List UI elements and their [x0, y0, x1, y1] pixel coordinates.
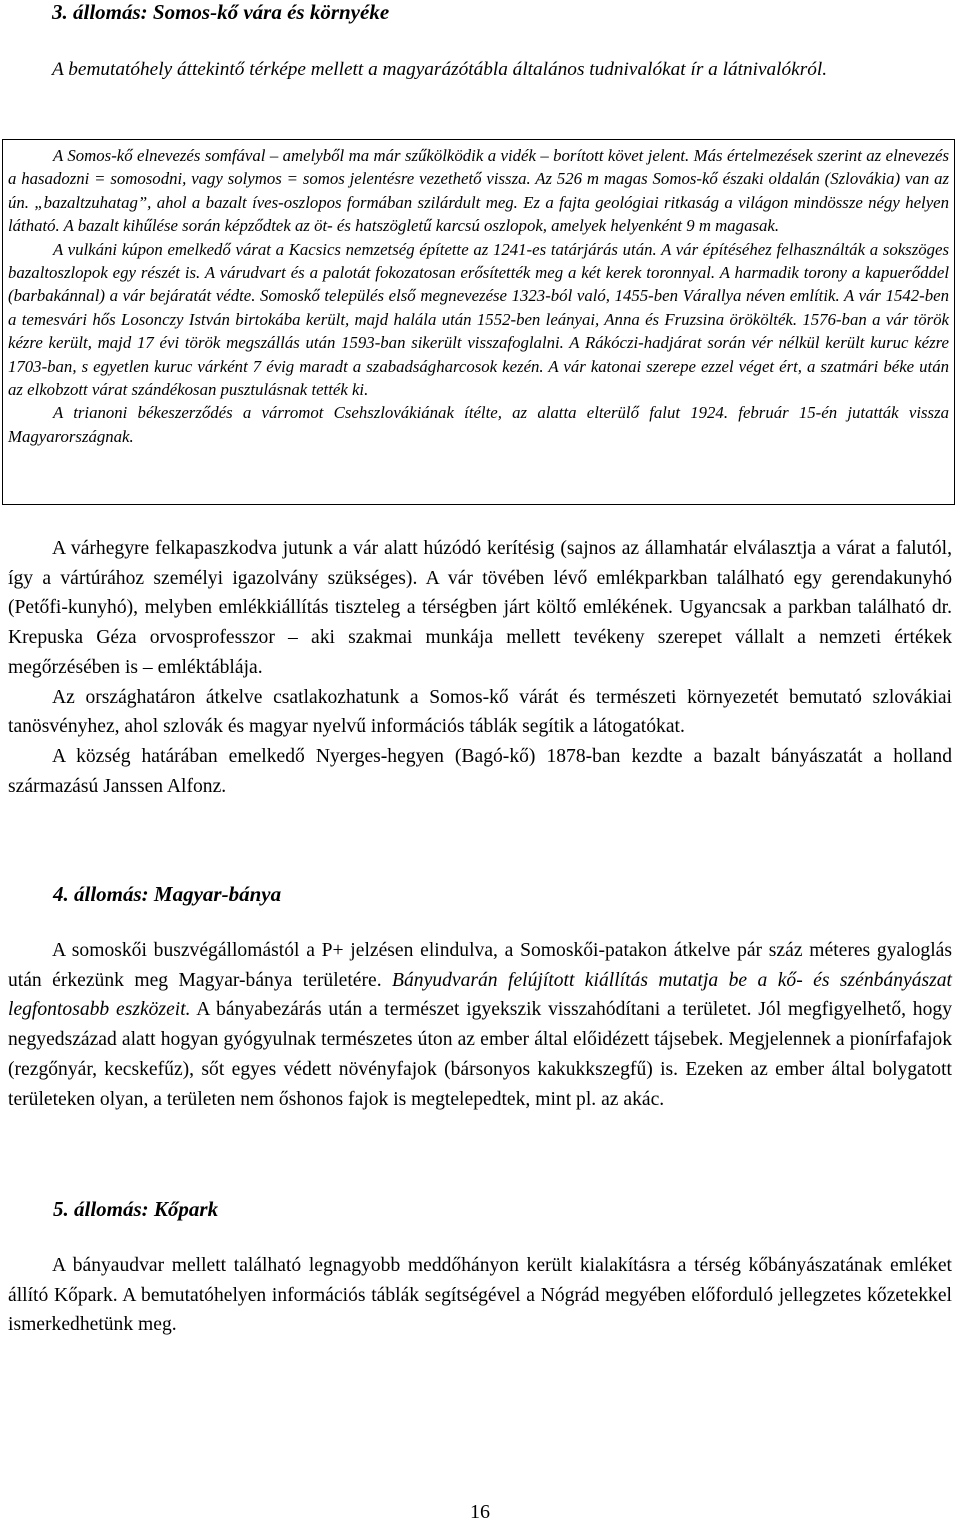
page-number: 16 [470, 1501, 490, 1523]
station-3-heading: 3. állomás: Somos-kő vára és környéke [52, 0, 390, 24]
station-5-heading: 5. állomás: Kőpark [53, 1197, 219, 1221]
station-4-text [8, 936, 952, 1114]
text-segment: A somoskői buszvégállomástól a P+ jelzésen elindulva, a Somoskői-patakon átkelve pár száz méteres gyaloglás után érkezünk meg Magyar-bánya területére. [8, 940, 952, 991]
body-paragraph: A bányaudvar mellett található legnagyobb meddőhányon került kialakításra a térség kőbányászatának emléket állító Kőpark. A bemutatóhelyen információs táblák segítségével a Nógrád megyében előforduló jellegzetes kőzetekkel ismerkedhetünk meg. [8, 1255, 952, 1336]
info-box-paragraph: A Somos-kő elnevezés somfával – amelyből ma már szűkölködik a vidék – borított követ jelent. Más értelmezések szerint az elnevezés a hasadozni = somosodni, vagy solymos = somos jelentésre vezethető vissza. Az 526 m magas Somos-kő északi oldalán (Szlovákia) van az ún. „bazaltzuhatag”, ahol a bazalt íves-oszlopos formában szilárdult meg. Ez a fajta geológiai ritkaság a világon mindössze négy helyen látható. A bazalt kihűlése során képződtek az öt- és hatszögletű karcsú oszlopok, amelyek helyenként 9 m magasak. [8, 146, 949, 236]
info-box [2, 139, 955, 505]
text-segment: A bányabezárás után a természet igyekszik visszahódítani a területet. Jól megfigyelhető, hogy negyedszázad alatt hogyan gyógyulnak természetes úton az ember által előidézett tájsebek. Megjelennek a pionírfafajok (rezgőnyár, kecskefűz), sőt egyes védett növényfajok (bársonyos kakukkszegfű) is. Ezeken az ember által bolygatott területeken olyan, a területen nem őshonos fajok is megtelepedtek, mint pl. az akác. [8, 999, 952, 1110]
body-paragraph [8, 936, 952, 1114]
info-box-paragraph: A trianoni békeszerződés a várromot Csehszlovákiának ítélte, az alatta elterülő falut 1924. február 15-én jutatták vissza Magyarországnak. [8, 403, 949, 446]
station-5-text [8, 1251, 952, 1340]
info-box-paragraph: A vulkáni kúpon emelkedő várat a Kacsics nemzetség építette az 1241-es tatárjárás után. A vár építéséhez felhasználták a sokszöges bazaltoszlopok egy részét is. A várudvart és a palotát fokozatosan erősítették meg a két kerek toronnyal. A harmadik torony a kapuerőddel (barbakánnal) a vár bejáratát védte. Somoskő település első megnevezése 1323-ból való, 1455-ben Várallya néven említik. A vár 1542-ben a temesvári hős Losonczy István birtokába került, majd halála után 1552-ben leányai, Anna és Fruzsina örökölték. 1576-ban a vár török kézre került, majd 17 évi török megszállás után 1593-ban sikerült visszafoglalni. A Rákóczi-hadjárat során vér nélkül került kuruc kézre 1703-ban, s egyetlen kuruc várként 7 évig maradt a szabadságharcosok kezén. A vár katonai szerepe ezzel véget ért, a szatmári béke után az elkobzott várat szándékosan pusztulásnak tették ki. [8, 239, 949, 400]
station-4-heading: 4. állomás: Magyar-bánya [53, 882, 282, 906]
italic-text-segment: Bányudvarán felújított kiállítás mutatja be a kő- és szénbányászat legfontosabb eszközeit. [8, 969, 953, 1021]
castle-section-text [8, 534, 952, 801]
body-paragraph: A várhegyre felkapaszkodva jutunk a vár alatt húzódó kerítésig (sajnos az államhatár elválasztja a várat a falutól, így a vártúrához személyi igazolvány szükséges). A vár tövében lévő emlékparkban található egy gerendakunyhó (Petőfi-kunyhó), melyben emlékkiállítás tiszteleg a térségben járt költő emlékének. Ugyancsak a parkban található dr. Krepuska Géza orvosprofesszor – aki szakmai munkája mellett tevékeny szerepet vállalt a nemzeti értékek megőrzésében is – emléktáblája. [8, 538, 952, 678]
body-paragraph: A község határában emelkedő Nyerges-hegyen (Bagó-kő) 1878-ban kezdte a bazalt bányászatát a holland származású Janssen Alfonz. [8, 745, 952, 797]
body-paragraph: Az országhatáron átkelve csatlakozhatunk a Somos-kő várát és természeti környezetét bemutató szlovákiai tanösvényhez, ahol szlovák és magyar nyelvű információs táblák segítik a látogatókat. [8, 686, 952, 738]
station-3-intro [8, 56, 952, 83]
intro-paragraph: A bemutatóhely áttekintő térképe mellett a magyarázótábla általános tudnivalókat ír a látnivalókról. [52, 59, 828, 80]
